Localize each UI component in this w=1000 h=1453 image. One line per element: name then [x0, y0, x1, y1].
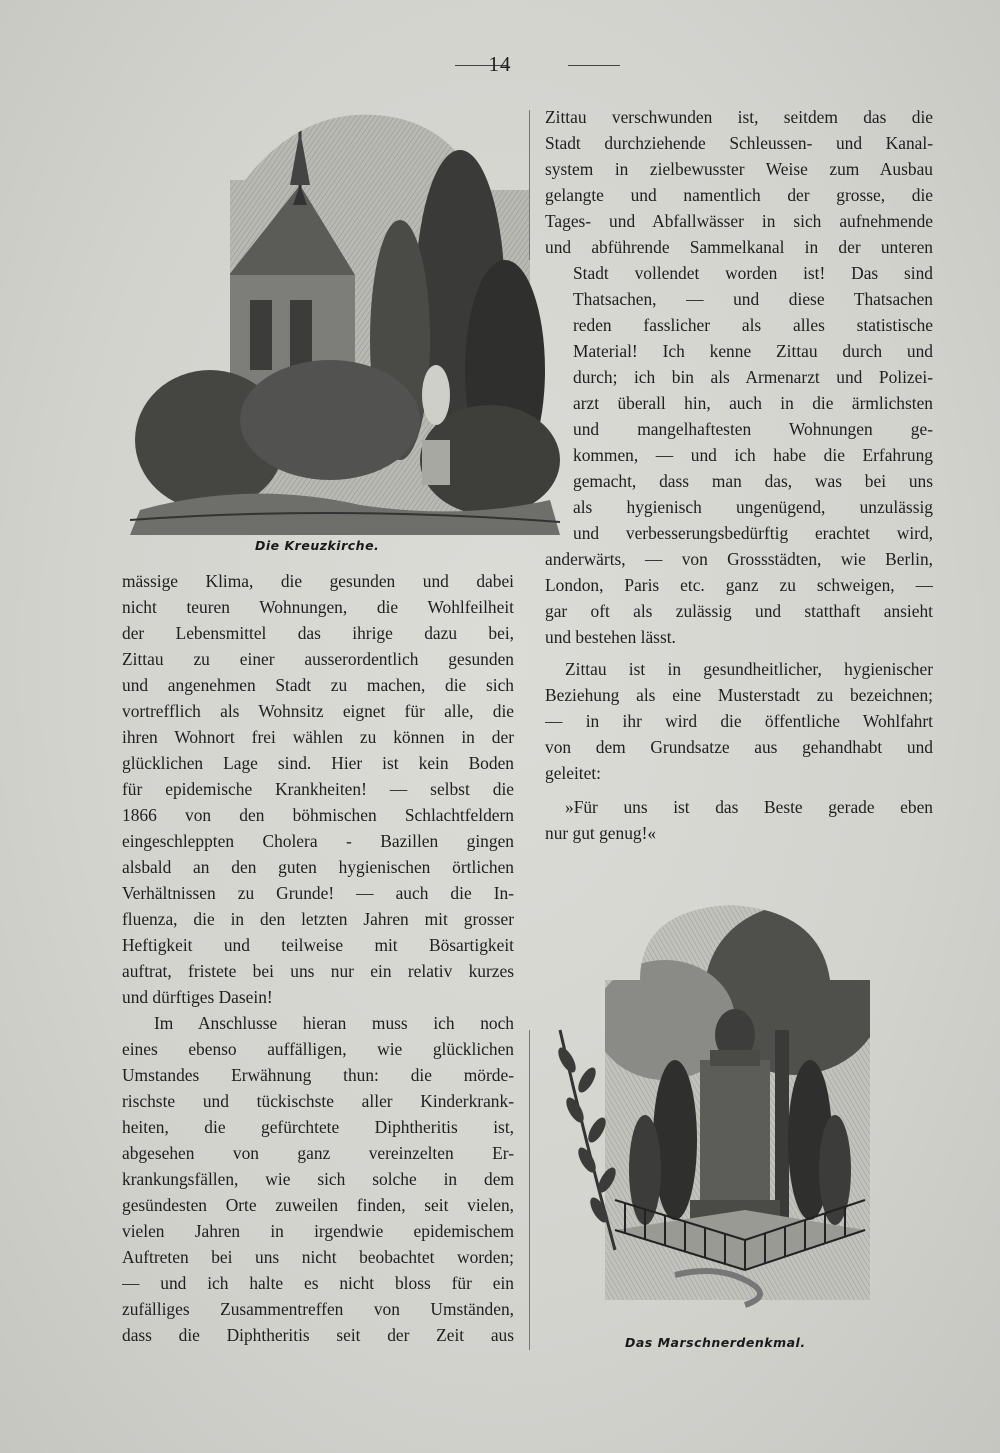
- text-line: Zittau zu einer ausserordentlich gesunden: [122, 649, 514, 669]
- text-line: vortrefflich als Wohnsitz eignet für alle, die: [122, 701, 514, 721]
- text-line: Auftreten bei uns nicht beobachtet worden;: [122, 1247, 514, 1267]
- text-line: durch; ich bin als Armenarzt und Polizei-: [573, 367, 933, 387]
- left-column-text: [122, 568, 514, 1348]
- quote: [545, 794, 933, 846]
- text-line: — und ich halte es nicht bloss für ein: [122, 1273, 514, 1293]
- text-line: — in ihr wird die öffentliche Wohlfahrt: [545, 711, 933, 731]
- text-line: arzt überall hin, auch in die ärmlichsten: [573, 393, 933, 413]
- text-line: system in zielbewusster Weise zum Ausbau: [545, 159, 933, 179]
- text-line: London, Paris etc. ganz zu schweigen, —: [545, 575, 933, 595]
- text-line: »Für uns ist das Beste gerade eben: [565, 797, 933, 817]
- text-line: krankungsfällen, wie sich solche in dem: [122, 1169, 514, 1189]
- text-line: Stadt durchziehende Schleussen- und Kanal-: [545, 133, 933, 153]
- text-line: dass die Diphtheritis seit der Zeit aus: [122, 1325, 514, 1345]
- text-line: Im Anschlusse hieran muss ich noch: [154, 1013, 514, 1033]
- right-column-text-indented: [573, 260, 933, 546]
- text-line: eines ebenso auffälligen, wie glücklichen: [122, 1039, 514, 1059]
- text-line: auftrat, fristete bei uns nur ein relativ kurzes: [122, 961, 514, 981]
- text-line: geleitet:: [545, 763, 602, 783]
- text-line: und angenehmen Stadt zu machen, die sich: [122, 675, 514, 695]
- text-line: abgesehen von ganz vereinzelten Er-: [122, 1143, 514, 1163]
- text-line: Heftigkeit und teilweise mit Bösartigkeit: [122, 935, 514, 955]
- right-column-paragraph-2: [545, 656, 933, 786]
- text-line: anderwärts, — von Grossstädten, wie Berlin,: [545, 549, 933, 569]
- text-line: für epidemische Krankheiten! — selbst die: [122, 779, 514, 799]
- text-line: Beziehung als eine Musterstadt zu bezeichnen;: [545, 685, 933, 705]
- text-line: und verbesserungsbedürftig erachtet wird,: [573, 523, 933, 543]
- text-line: gelangte und namentlich der grosse, die: [545, 185, 933, 205]
- text-line: Verhältnissen zu Grunde! — auch die In-: [122, 883, 514, 903]
- text-line: Material! Ich kenne Zittau durch und: [573, 341, 933, 361]
- text-line: reden fasslicher als alles statistische: [573, 315, 933, 335]
- text-line: ihren Wohnort frei wählen zu können in der: [122, 727, 514, 747]
- text-line: fluenza, die in den letzten Jahren mit grosser: [122, 909, 514, 929]
- text-line: nicht teuren Wohnungen, die Wohlfeilheit: [122, 597, 514, 617]
- header-rule-right: [568, 65, 620, 66]
- text-line: und abführende Sammelkanal in der unteren: [545, 237, 933, 257]
- marschnerdenkmal-caption: Das Marschnerdenkmal.: [625, 1335, 806, 1350]
- text-line: 1866 von den böhmischen Schlachtfeldern: [122, 805, 514, 825]
- column-divider-top: [529, 110, 530, 260]
- text-line: eingeschleppten Cholera - Bazillen gingen: [122, 831, 514, 851]
- text-line: vielen Jahren in irgendwie epidemischem: [122, 1221, 514, 1241]
- text-line: und dürftiges Dasein!: [122, 987, 273, 1007]
- text-line: Thatsachen, — und diese Thatsachen: [573, 289, 933, 309]
- text-line: und mangelhaftesten Wohnungen ge-: [573, 419, 933, 439]
- text-line: nur gut genug!«: [545, 823, 657, 843]
- text-line: Zittau verschwunden ist, seitdem das die: [545, 107, 933, 127]
- text-line: Tages- und Abfallwässer in sich aufnehmende: [545, 211, 933, 231]
- text-line: heiten, die gefürchtete Diphtheritis ist,: [122, 1117, 514, 1137]
- kreuzkirche-caption: Die Kreuzkirche.: [255, 538, 380, 553]
- text-line: gemacht, dass man das, was bei uns: [573, 471, 933, 491]
- text-line: Zittau ist in gesundheitlicher, hygienischer: [565, 659, 933, 679]
- marschnerdenkmal-illustration: [545, 900, 885, 1325]
- text-line: rischste und tückischste aller Kinderkrank-: [122, 1091, 514, 1111]
- column-divider-bottom: [529, 1030, 530, 1350]
- text-line: Stadt vollendet worden ist! Das sind: [573, 263, 933, 283]
- text-line: gar oft als zulässig und statthaft ansieht: [545, 601, 933, 621]
- text-line: alsbald an den guten hygienischen örtlichen: [122, 857, 514, 877]
- text-line: zufälliges Zusammentreffen von Umständen,: [122, 1299, 514, 1319]
- text-line: der Lebensmittel das ihrige dazu bei,: [122, 623, 514, 643]
- page-number: 14: [488, 52, 512, 76]
- text-line: kommen, — und ich habe die Erfahrung: [573, 445, 933, 465]
- text-line: gesündesten Orte zuweilen finden, seit vielen,: [122, 1195, 514, 1215]
- right-column-text-top: [545, 104, 933, 260]
- text-line: glücklichen Lage sind. Hier ist kein Boden: [122, 753, 514, 773]
- text-line: mässige Klima, die gesunden und dabei: [122, 571, 514, 591]
- text-line: und bestehen lässt.: [545, 627, 676, 647]
- text-line: Umstandes Erwähnung thun: die mörde-: [122, 1065, 514, 1085]
- text-line: als hygienisch ungenügend, unzulässig: [573, 497, 933, 517]
- kreuzkirche-illustration: [130, 110, 560, 535]
- right-column-text-after: [545, 546, 933, 650]
- text-line: von dem Grundsatze aus gehandhabt und: [545, 737, 933, 757]
